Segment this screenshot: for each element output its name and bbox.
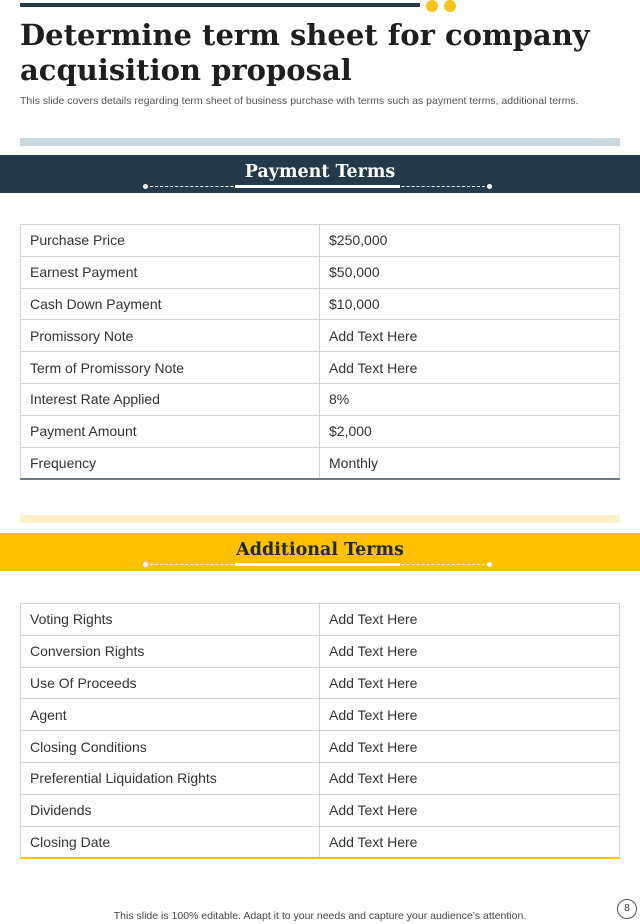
term-label: Voting Rights (21, 604, 320, 636)
term-value: Add Text Here (320, 352, 620, 384)
term-label: Closing Date (21, 826, 320, 858)
term-label: Term of Promissory Note (21, 352, 320, 384)
term-value: Add Text Here (320, 731, 620, 763)
table-row (21, 762, 620, 794)
heading-underline-ornament (145, 184, 490, 190)
table-row (21, 320, 620, 352)
table-row (21, 794, 620, 826)
table-row (21, 383, 620, 415)
term-value: Add Text Here (320, 320, 620, 352)
term-label: Closing Conditions (21, 731, 320, 763)
term-value: $10,000 (320, 288, 620, 320)
section-divider-yellow (20, 515, 620, 523)
table-row (21, 731, 620, 763)
table-row (21, 288, 620, 320)
table-row (21, 604, 620, 636)
top-accent-bar (20, 3, 420, 7)
term-value: 8% (320, 383, 620, 415)
term-value: Add Text Here (320, 762, 620, 794)
term-label: Frequency (21, 447, 320, 479)
term-label: Promissory Note (21, 320, 320, 352)
page-subtitle: This slide covers details regarding term sheet of business purchase with terms such as payment terms, additional terms. (20, 95, 579, 107)
page-title: Determine term sheet for company acquisition proposal (20, 18, 590, 87)
table-row (21, 447, 620, 479)
term-value: Add Text Here (320, 667, 620, 699)
term-label: Cash Down Payment (21, 288, 320, 320)
section-divider-blue (20, 138, 620, 146)
heading-underline-ornament (145, 562, 490, 568)
table-row (21, 826, 620, 858)
term-label: Dividends (21, 794, 320, 826)
table-row (21, 635, 620, 667)
term-value: $50,000 (320, 256, 620, 288)
additional-terms-heading: Additional Terms (236, 540, 404, 560)
table-row (21, 415, 620, 447)
table-row (21, 699, 620, 731)
accent-dot-icon (426, 0, 438, 12)
footer-note: This slide is 100% editable. Adapt it to your needs and capture your audience’s attention. (113, 910, 527, 922)
term-label: Agent (21, 699, 320, 731)
table-row (21, 225, 620, 257)
term-value: Add Text Here (320, 794, 620, 826)
term-value: $2,000 (320, 415, 620, 447)
payment-terms-heading: Payment Terms (244, 162, 396, 182)
term-label: Conversion Rights (21, 635, 320, 667)
term-value: Add Text Here (320, 635, 620, 667)
term-value: Monthly (320, 447, 620, 479)
term-value: Add Text Here (320, 826, 620, 858)
table-row (21, 352, 620, 384)
term-label: Preferential Liquidation Rights (21, 762, 320, 794)
table-row (21, 667, 620, 699)
accent-dot-icon (444, 0, 456, 12)
term-value: $250,000 (320, 225, 620, 257)
table-row (21, 256, 620, 288)
term-label: Interest Rate Applied (21, 383, 320, 415)
additional-terms-table (20, 603, 620, 859)
term-value: Add Text Here (320, 699, 620, 731)
term-value: Add Text Here (320, 604, 620, 636)
term-label: Payment Amount (21, 415, 320, 447)
term-label: Purchase Price (21, 225, 320, 257)
page-number: 8 (617, 899, 637, 919)
term-label: Earnest Payment (21, 256, 320, 288)
payment-terms-table (20, 224, 620, 480)
term-label: Use Of Proceeds (21, 667, 320, 699)
